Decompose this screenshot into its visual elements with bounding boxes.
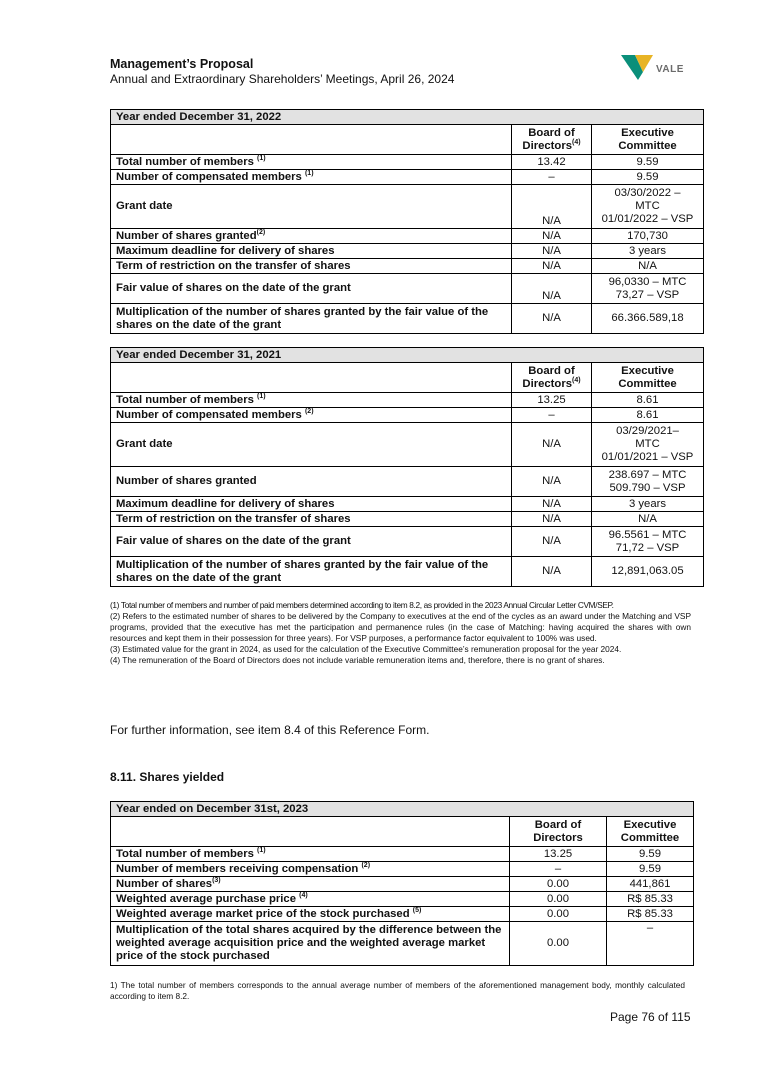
section-title: 8.11. Shares yielded [110,770,225,784]
table-row: Grant date N/A 03/30/2022 – MTC 01/01/2022 – VSP [111,185,704,229]
table-row: Maximum deadline for delivery of shares N/A 3 years [111,497,704,512]
table-row: Weighted average market price of the stock purchased $^{(5)}$ 0.00 R$ 85.33 [111,907,694,922]
column-header-executive: Executive Committee [592,363,704,393]
table-title: Year ended December 31, 2021 [111,348,704,363]
table-title: Year ended on December 31st, 2023 [111,802,694,817]
column-header-board: Board of Directors$^{(4)}$ [512,363,592,393]
page-number: Page 76 of 115 [610,1010,691,1024]
logo-text: VALE [656,64,684,75]
footnotes [110,600,691,666]
table-row: Number of compensated members $^{(2)}$ – 8.61 [111,408,704,423]
further-information: For further information, see item 8.4 of this Reference Form. [110,723,430,737]
table-row: Fair value of shares on the date of the grant N/A 96,0330 – MTC 73,27 – VSP [111,274,704,304]
table-row: Number of shares granted N/A 238.697 – MTC 509.790 – VSP [111,467,704,497]
table-row: Total number of members $^{(1)}$ 13.25 8.61 [111,393,704,408]
column-header-executive: Executive Committee [607,817,694,847]
table-row: Weighted average purchase price $^{(4)}$ 0.00 R$ 85.33 [111,892,694,907]
footnote-bottom: 1) The total number of members corresponds to the annual average number of members of the aforementioned management body, monthly calculated according to item 8.2. [110,980,685,1001]
table-2023 [110,801,694,966]
table-2022 [110,109,704,334]
table-row: Grant date N/A 03/29/2021– MTC 01/01/2021 – VSP [111,423,704,467]
header-title: Management’s Proposal [110,57,254,71]
footnote-1: (1) Total number of members and number of paid members determined according to item 8.2, as provided in the 2023 Annual Circular Letter CVM/SEP. [110,600,614,610]
header-subtitle: Annual and Extraordinary Shareholders’ Meetings, April 26, 2024 [110,72,455,86]
table-row: Multiplication of the total shares acquired by the difference between the weighted average acquisition price and the weighted average market price of the stock purchased 0.00 – [111,922,694,966]
table-row: Multiplication of the number of shares granted by the fair value of the shares on the date of the grant N/A 12,891,063.05 [111,557,704,587]
table-title: Year ended December 31, 2022 [111,110,704,125]
table-row: Number of shares$^{(3)}$ 0.00 441,861 [111,877,694,892]
column-header-executive: Executive Committee [592,125,704,155]
table-row: Total number of members $^{(1)}$ 13.42 9.59 [111,155,704,170]
table-row: Number of members receiving compensation $^{(2)}$ – 9.59 [111,862,694,877]
table-row: Term of restriction on the transfer of shares N/A N/A [111,259,704,274]
column-header-board: Board of Directors [510,817,607,847]
footnote-3: (3) Estimated value for the grant in 2024, as used for the calculation of the Executive Committee’s remuneration proposal for the year 2024. [110,644,622,654]
table-row: Maximum deadline for delivery of shares N/A 3 years [111,244,704,259]
page-header [110,57,454,87]
table-row: Total number of members $^{(1)}$ 13.25 9.59 [111,847,694,862]
footnote-2: (2) Refers to the estimated number of shares to be delivered by the Company to executives at the end of the cycles as an award under the Matching and VSP programs, provided that the executive has met the participation and permanence rules (in the case of Matching: having acquired the shares with own resources and kept them in their possession for three years). For VSP purposes, a performance factor equivalent to 100% was used. [110,611,691,643]
table-2021 [110,347,704,587]
table-row: Term of restriction on the transfer of shares N/A N/A [111,512,704,527]
table-row: Number of shares granted$^{(2)}$ N/A 170,730 [111,229,704,244]
table-row: Fair value of shares on the date of the grant N/A 96.5561 – MTC 71,72 – VSP [111,527,704,557]
column-header-board: Board of Directors$^{(4)}$ [512,125,592,155]
table-row: Number of compensated members $^{(1)}$ – 9.59 [111,170,704,185]
table-row: Multiplication of the number of shares granted by the fair value of the shares on the date of the grant N/A 66.366.589,18 [111,304,704,334]
footnote-4: (4) The remuneration of the Board of Directors does not include variable remuneration items and, therefore, there is no grant of shares. [110,655,605,665]
